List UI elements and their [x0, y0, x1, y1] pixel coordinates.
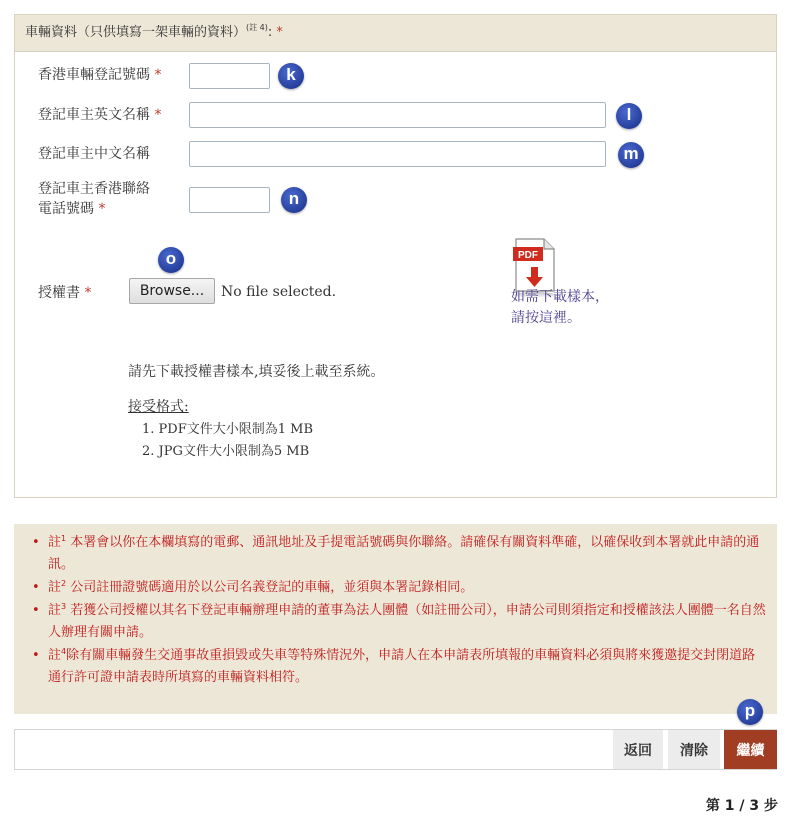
browse-button[interactable]: Browse... — [129, 278, 215, 304]
note-item — [32, 645, 767, 689]
note-item — [32, 532, 767, 576]
step-separator: / — [734, 798, 750, 814]
owner-zh-label — [38, 144, 150, 164]
note-number: 2 — [61, 579, 67, 588]
section-title-suffix: : — [267, 25, 273, 40]
section-title-note: (註 4) — [246, 23, 268, 32]
required-mark: * — [154, 107, 162, 123]
step-total: 3 — [749, 798, 760, 814]
required-mark: * — [276, 25, 283, 40]
action-bar — [14, 729, 777, 770]
bullet-icon: • — [32, 535, 40, 550]
note-number: 3 — [61, 602, 67, 611]
file-status: No file selected. — [221, 284, 337, 300]
formats-list — [142, 419, 313, 463]
reg-no-label-text: 香港車輛登記號碼 — [38, 67, 150, 83]
bullet-icon: • — [32, 648, 40, 663]
note-number: 4 — [61, 647, 67, 656]
owner-zh-input[interactable] — [189, 141, 606, 167]
step-indicator — [706, 795, 778, 815]
note-prefix: 註 — [48, 603, 62, 618]
section-title: 車輛資料（只供填寫一架車輛的資料） — [25, 25, 247, 40]
note-text: 除有關車輛發生交通事故重損毀或失車等特殊情況外，申請人在本申請表所填報的車輛資料必須與將來獲邀提交封閉道路通行許可證申請表時所填寫的車輛資料相符。 — [48, 648, 756, 685]
clear-button[interactable]: 清除 — [668, 730, 720, 769]
note-item — [32, 577, 767, 599]
note-prefix: 註 — [48, 580, 62, 595]
back-button[interactable]: 返回 — [613, 730, 663, 769]
note-prefix: 註 — [48, 535, 62, 550]
section-header — [15, 15, 776, 52]
required-mark: * — [154, 67, 162, 83]
list-item: 1. PDF文件大小限制為1 MB — [142, 422, 313, 437]
required-mark: * — [98, 201, 106, 217]
note-text: 本署會以你在本欄填寫的電郵、通訊地址及手提電話號碼與你聯絡。請確保有關資料準確，以確保收到本署就此申請的通訊。 — [48, 535, 760, 572]
reg-no-label — [38, 65, 161, 85]
note-number: 1 — [61, 534, 67, 543]
step-current: 1 — [724, 798, 735, 814]
owner-en-input[interactable] — [189, 102, 606, 128]
bullet-icon: • — [32, 580, 40, 595]
phone-label-line2: 電話號碼 — [38, 201, 94, 217]
step-prefix: 第 — [705, 798, 725, 814]
phone-label-line1: 登記車主香港聯絡 — [38, 181, 150, 197]
badge-o-icon: o — [158, 247, 184, 273]
note-text: 若獲公司授權以其名下登記車輛辦理申請的董事為法人團體（如註冊公司），申請公司則須指定和授權該法人團體一名自然人辦理有關申請。 — [48, 603, 766, 640]
owner-en-label-text: 登記車主英文名稱 — [38, 107, 150, 123]
required-mark: * — [84, 285, 92, 301]
phone-label — [38, 179, 150, 219]
bullet-icon: • — [32, 603, 40, 618]
phone-input[interactable] — [189, 187, 270, 213]
badge-m-icon: m — [618, 142, 644, 168]
badge-p-icon: p — [737, 699, 763, 725]
list-item: 2. JPG文件大小限制為5 MB — [142, 444, 310, 459]
note-item — [32, 600, 767, 644]
authorization-label — [38, 283, 91, 303]
notes-panel — [14, 524, 777, 714]
reg-no-input[interactable] — [189, 63, 270, 89]
owner-en-label — [38, 105, 161, 125]
vehicle-info-section — [14, 14, 777, 498]
download-sample-link[interactable]: 如需下載樣本，請按這裡。 — [511, 289, 609, 326]
badge-n-icon: n — [281, 187, 307, 213]
step-suffix: 步 — [759, 798, 778, 814]
continue-button[interactable]: 繼續 — [724, 730, 777, 769]
formats-title: 接受格式: — [128, 399, 189, 415]
note-text: 公司註冊證號碼適用於以公司名義登記的車輛，並須與本署記錄相同。 — [70, 580, 474, 595]
owner-zh-label-text: 登記車主中文名稱 — [38, 146, 150, 162]
authorization-label-text: 授權書 — [38, 285, 80, 301]
badge-k-icon: k — [278, 63, 304, 89]
badge-l-icon: l — [616, 103, 642, 129]
authorization-note: 請先下載授權書樣本,填妥後上載至系統。 — [128, 364, 385, 380]
pdf-icon-text: PDF — [518, 250, 538, 261]
note-prefix: 註 — [48, 648, 62, 663]
